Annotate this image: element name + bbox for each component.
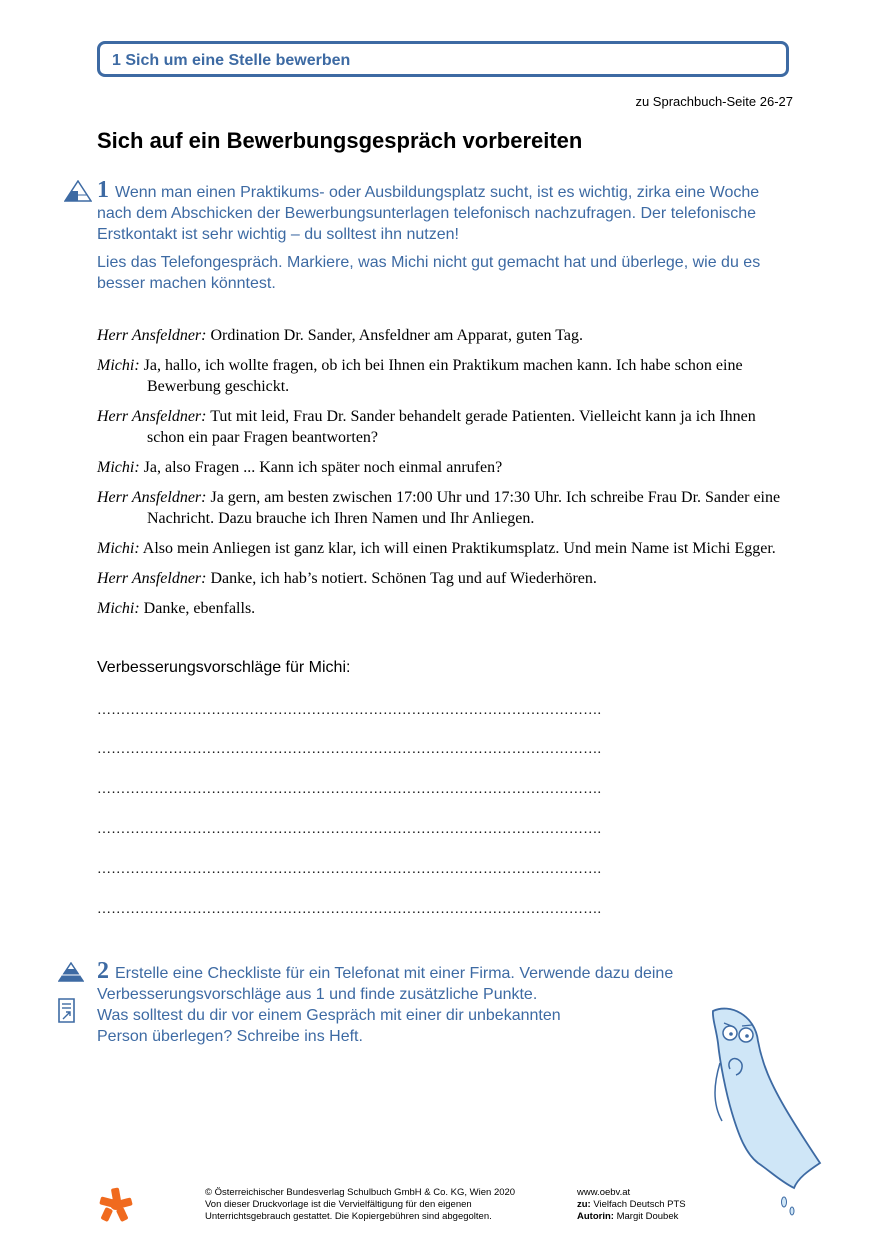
- phone-dialog: [97, 325, 797, 628]
- answer-line[interactable]: …………………………………………………………………………………………….: [97, 822, 602, 837]
- answer-line[interactable]: …………………………………………………………………………………………….: [97, 902, 602, 917]
- page-title: Sich auf ein Bewerbungsgespräch vorbereiten: [97, 128, 583, 153]
- task-2: [97, 958, 797, 1047]
- task-2-number: 2: [97, 958, 109, 984]
- task-2-text: 2 Erstelle eine Checkliste für ein Telefonat mit einer Firma. Verwende dazu deine Verbesserungsvorschläge aus 1 und finde zusätzliche Punkte.: [97, 958, 674, 1003]
- difficulty-pyramid-icon: [64, 180, 92, 202]
- chapter-title: 1 Sich um eine Stelle bewerben: [112, 52, 351, 69]
- task-1: [97, 177, 797, 294]
- dialog-line: Michi: Danke, ebenfalls.: [97, 600, 256, 617]
- task-1-number: 1: [97, 177, 109, 203]
- task-1-instruction: Lies das Telefongespräch. Markiere, was Michi nicht gut gemacht hat und überlege, wie du es besser machen könntest.: [97, 254, 761, 292]
- dialog-line: Herr Ansfeldner: Ordination Dr. Sander, Ansfeldner am Apparat, guten Tag.: [97, 327, 583, 344]
- dialog-line: Herr Ansfeldner: Ja gern, am besten zwischen 17:00 Uhr und 17:30 Uhr. Ich schreibe Frau Dr. Sander eine Nachricht. Dazu brauche ich Ihren Namen und Ihr Anliegen.: [97, 489, 781, 527]
- dialog-line: Michi: Also mein Anliegen ist ganz klar, ich will einen Praktikumsplatz. Und mein Name ist Michi Egger.: [97, 540, 776, 557]
- answer-line[interactable]: …………………………………………………………………………………………….: [97, 703, 602, 718]
- improvements-label: Verbesserungsvorschläge für Michi:: [97, 659, 351, 676]
- answer-line[interactable]: …………………………………………………………………………………………….: [97, 742, 602, 757]
- difficulty-pyramid-icon: [58, 962, 84, 982]
- footer-publisher-info: www.oebv.at zu: Vielfach Deutsch PTS Autorin: Margit Doubek: [577, 1187, 686, 1222]
- publisher-url[interactable]: www.oebv.at: [577, 1187, 631, 1198]
- dialog-line: Michi: Ja, hallo, ich wollte fragen, ob ich bei Ihnen ein Praktikum machen kann. Ich habe schon eine Bewerbung geschickt.: [97, 357, 743, 395]
- page-reference: zu Sprachbuch-Seite 26-27: [635, 94, 793, 109]
- notebook-icon: [56, 996, 78, 1026]
- task-2-question: Was solltest du dir vor einem Gespräch mit einer dir unbekannten Person überlegen? Schreibe ins Heft.: [97, 1007, 561, 1045]
- task-1-intro: 1 Wenn man einen Praktikums- oder Ausbildungsplatz sucht, ist es wichtig, zirka eine Woche nach dem Abschicken der Bewerbungsunterlagen telefonisch nachzufragen. Der telefonische Erstkontakt ist sehr wichtig – du solltest ihn nutzen!: [97, 177, 760, 243]
- answer-line[interactable]: …………………………………………………………………………………………….: [97, 862, 602, 877]
- answer-line[interactable]: …………………………………………………………………………………………….: [97, 782, 602, 797]
- oebv-logo-icon: [98, 1186, 134, 1222]
- dialog-line: Michi: Ja, also Fragen ... Kann ich später noch einmal anrufen?: [97, 459, 503, 476]
- dialog-line: Herr Ansfeldner: Danke, ich hab’s notiert. Schönen Tag und auf Wiederhören.: [97, 570, 597, 587]
- footer-copyright: © Österreichischer Bundesverlag Schulbuch GmbH & Co. KG, Wien 2020 Von dieser Druckvorlage ist die Vervielfältigung für den eigenen Unterrichtsgebrauch gestattet. Die Kopiergebühren sind abgegolten.: [205, 1187, 516, 1222]
- thinking-figure-illustration: [700, 1003, 825, 1218]
- chapter-header: [97, 41, 789, 77]
- dialog-line: Herr Ansfeldner: Tut mit leid, Frau Dr. Sander behandelt gerade Patienten. Vielleicht kann ja ich Ihnen schon ein paar Fragen beantworten?: [97, 408, 756, 446]
